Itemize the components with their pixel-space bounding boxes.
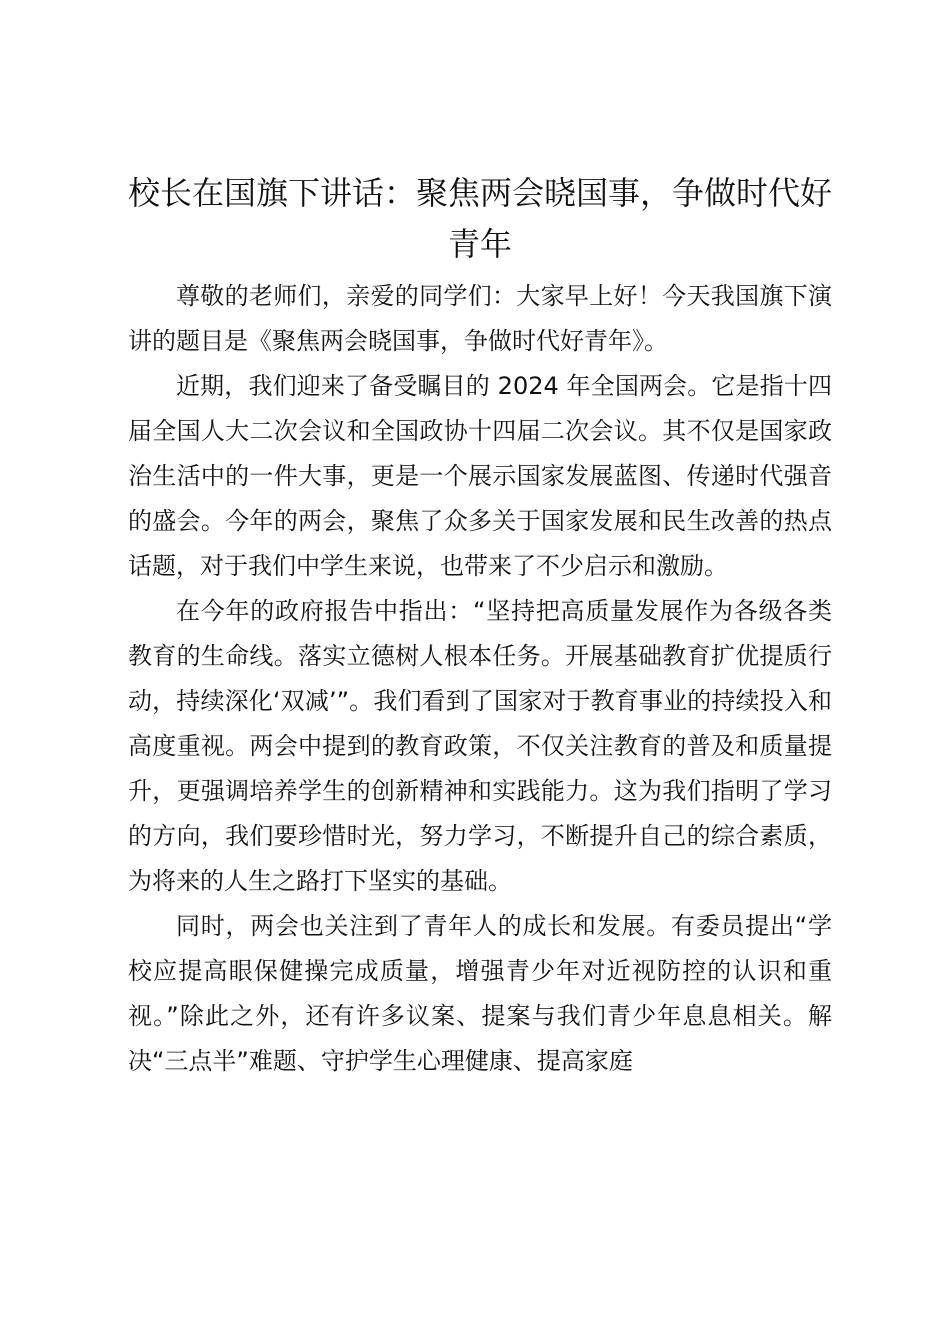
- paragraph-two-sessions-intro: 近期，我们迎来了备受瞩目的 2024 年全国两会。它是指十四届全国人大二次会议和全国政协十四届二次会议。其不仅是国家政治生活中的一件大事，更是一个展示国家发展蓝图、传递时代强音的盛会。今年的两会，聚焦了众多关于国家发展和民生改善的热点话题，对于我们中学生来说，也带来了不少启示和激励。: [128, 372, 832, 580]
- paragraph-greeting: 尊敬的老师们，亲爱的同学们：大家早上好！今天我国旗下演讲的题目是《聚焦两会晓国事，争做时代好青年》。: [128, 282, 832, 355]
- paragraph-education-policy: 在今年的政府报告中指出：“坚持把高质量发展作为各级各类教育的生命线。落实立德树人根本任务。开展基础教育扩优提质行动，持续深化‘双减’”。我们看到了国家对于教育事业的持续投入和高度重视。两会中提到的教育政策，不仅关注教育的普及和质量提升，更强调培养学生的创新精神和实践能力。这为我们指明了学习的方向，我们要珍惜时光，努力学习，不断提升自己的综合素质，为将来的人生之路打下坚实的基础。: [128, 597, 832, 895]
- document-page: [128, 168, 832, 1084]
- document-title: 校长在国旗下讲话：聚焦两会晓国事，争做时代好青年: [128, 174, 833, 263]
- paragraph-youth-development: 同时，两会也关注到了青年人的成长和发展。有委员提出“学校应提高眼保健操完成质量，增强青少年对近视防控的认识和重视。”除此之外，还有许多议案、提案与我们青少年息息相关。解决“三点半”难题、守护学生心理健康、提高家庭: [128, 912, 832, 1075]
